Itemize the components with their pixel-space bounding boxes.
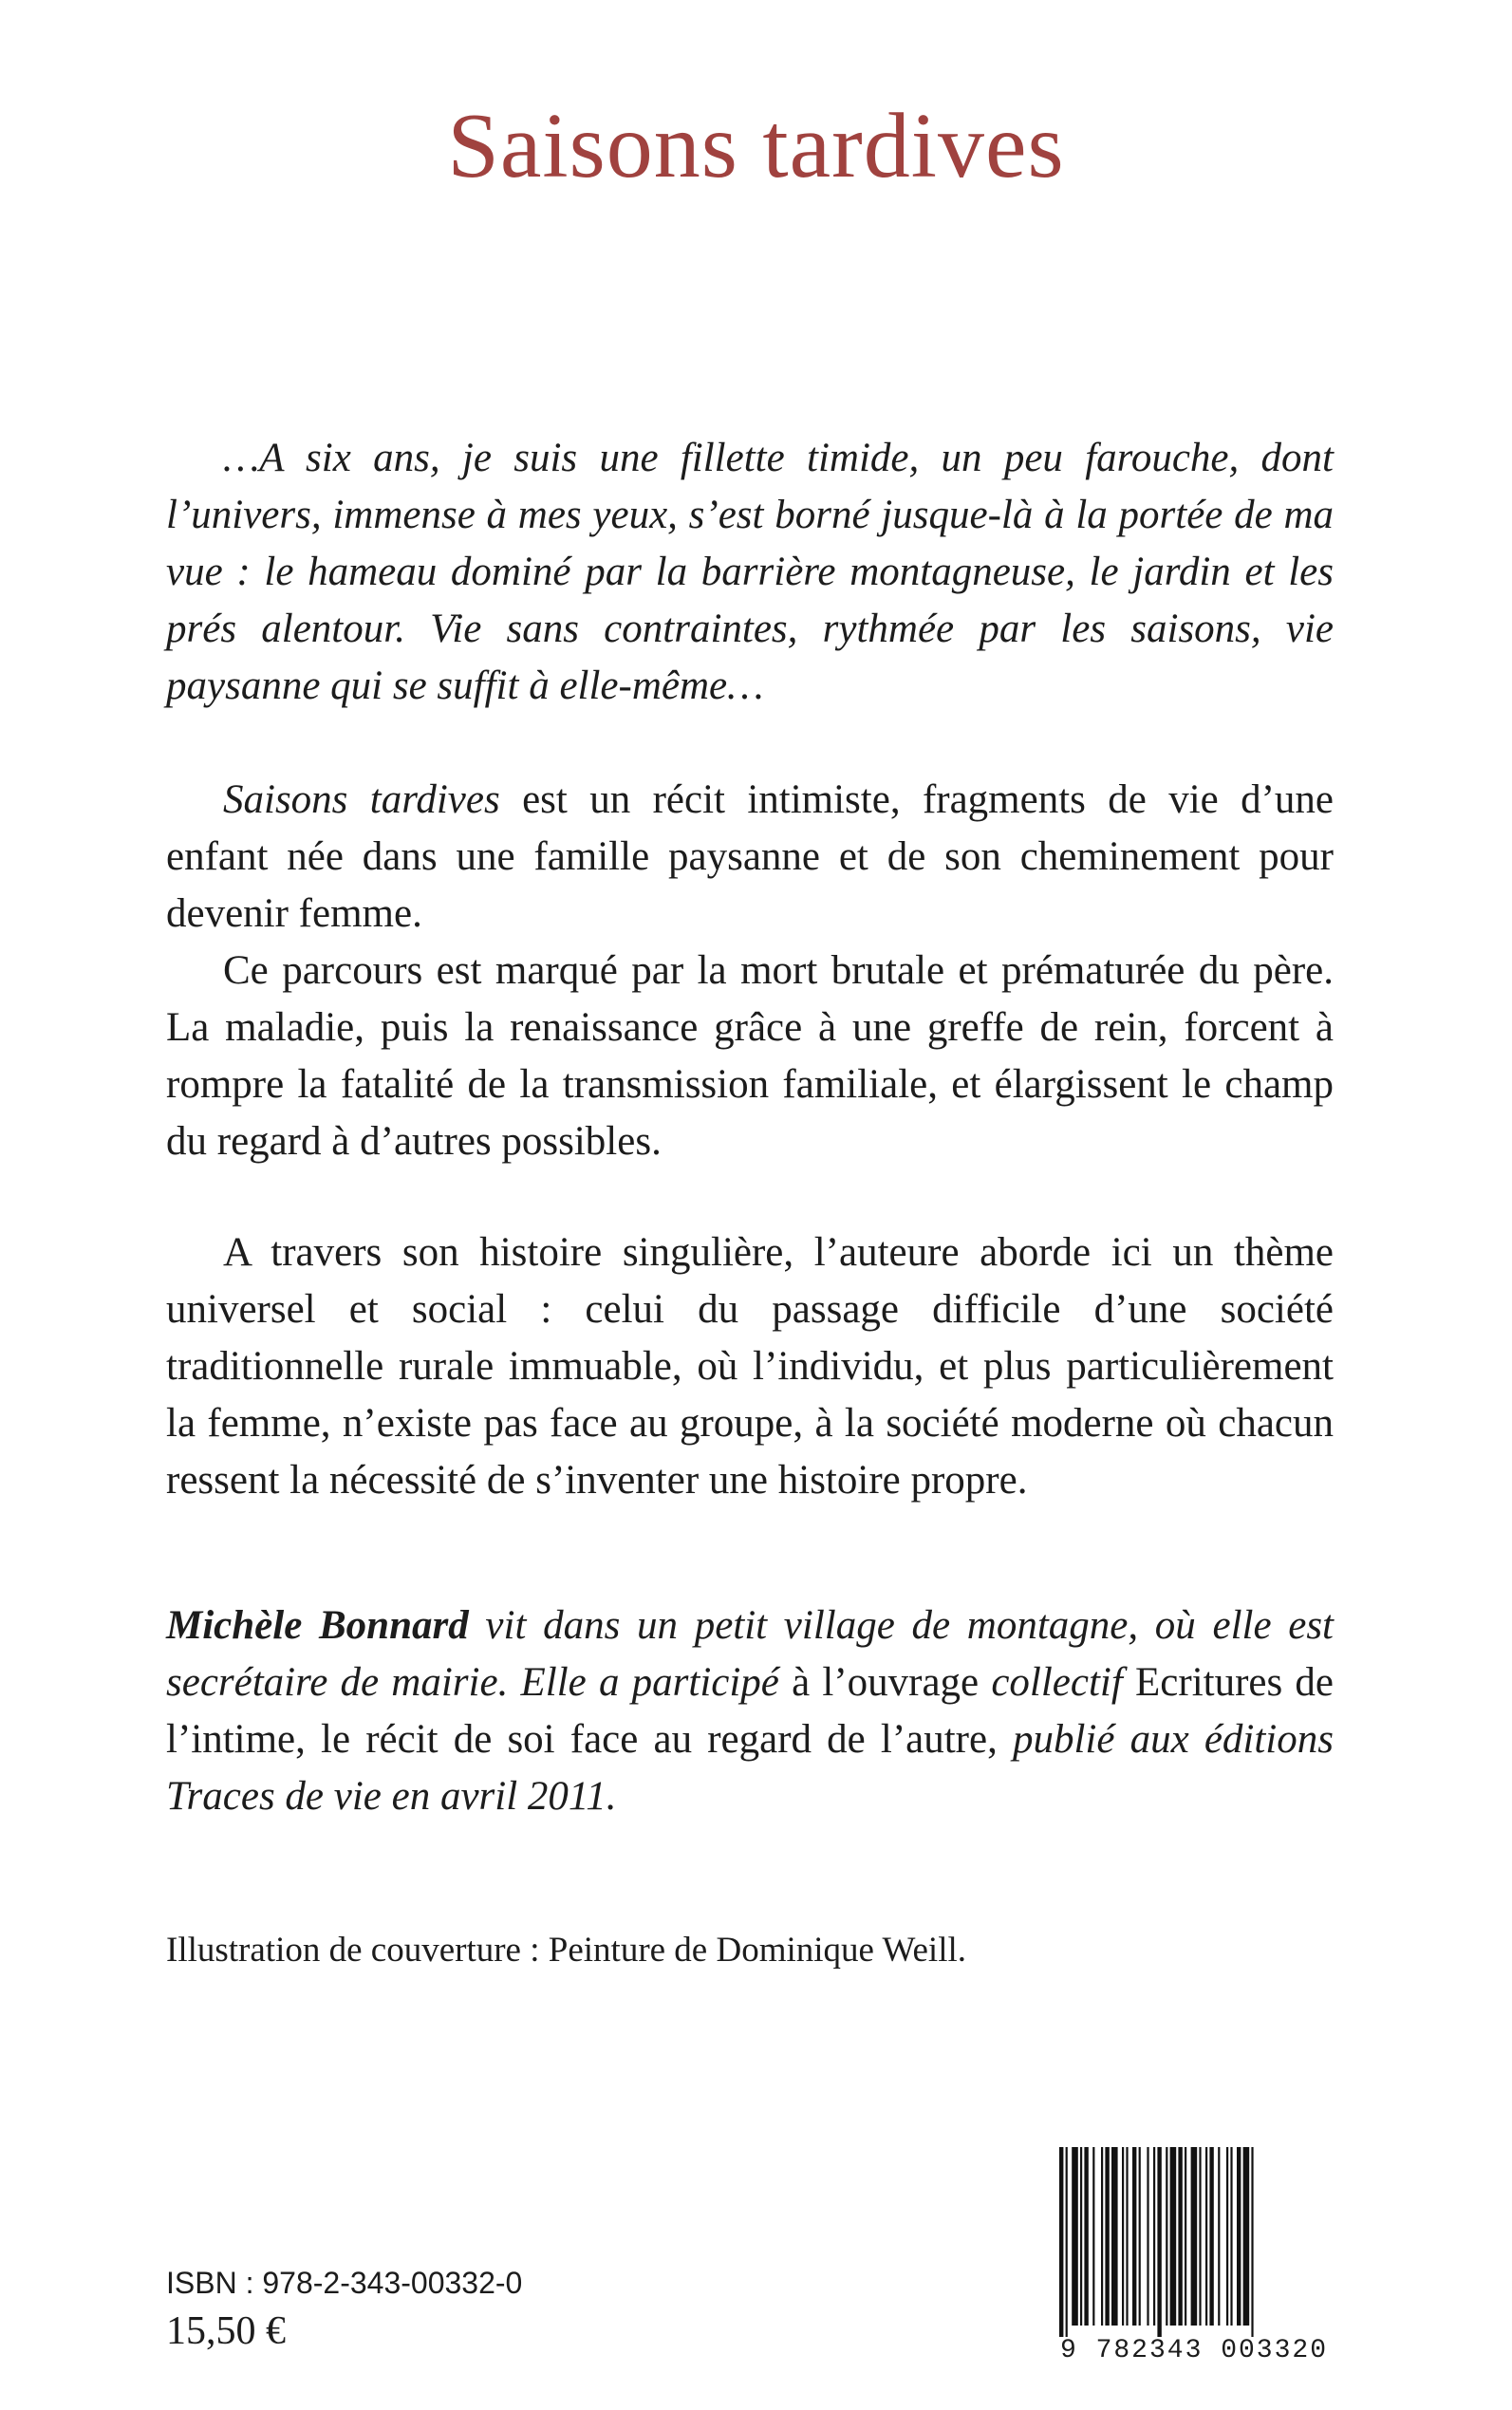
barcode-bar [1209,2147,1213,2326]
author-bio-part3: collectif [991,1660,1123,1705]
excerpt-paragraph [166,430,1334,715]
theme-section [166,1224,1334,1509]
barcode-bar [1178,2147,1182,2326]
barcode-bar [1084,2147,1088,2326]
book-title: Saisons tardives [447,95,1065,197]
isbn-line [166,2264,522,2302]
barcode-bar [1157,2147,1161,2337]
barcode-bar [1132,2147,1136,2326]
barcode-bar [1237,2147,1241,2326]
barcode-bar [1153,2147,1155,2326]
author-bio-part1: vit dans un petit village de montagne, où elle est secrétaire de mairie. Elle a participé [166,1603,1334,1705]
synopsis-section [166,772,1334,1170]
barcode-image [1052,2147,1336,2337]
author-bio-part5: publié aux éditions Traces de vie en avril 2011. [166,1717,1334,1819]
barcode-bars [1059,2147,1254,2337]
barcode-bar [1218,2147,1220,2326]
barcode-bar [1170,2147,1177,2326]
author-bio-paragraph [166,1597,1334,1825]
author-bio-section [166,1597,1334,1825]
barcode-bar [1139,2147,1141,2326]
barcode-bar [1126,2147,1128,2326]
barcode-bar [1111,2147,1118,2326]
synopsis-paragraph-2: Ce parcours est marqué par la mort brutale et prématurée du père. La maladie, puis la renaissance grâce à une greffe de rein, forcent à rompre la fatalité de la transmission familiale, et élargissent le champ du regard à d’autres possibles. [166,948,1334,1164]
author-name: Michèle Bonnard [166,1603,469,1648]
barcode-bar [1243,2147,1250,2326]
author-bio-part2: à l’ouvrage [778,1660,992,1705]
barcode-bar [1226,2147,1228,2326]
barcode-bar [1101,2147,1103,2326]
barcode-digits: 9 782343 003320 [1059,2336,1329,2365]
synopsis-p1-text: est un récit intimiste, fragments de vie d’une enfant née dans une famille paysanne et de son cheminement pour devenir femme. [166,777,1334,936]
barcode-bar [1251,2147,1253,2337]
barcode-bar [1147,2147,1148,2326]
barcode-bar [1191,2147,1198,2326]
theme-paragraph: A travers son histoire singulière, l’auteure aborde ici un thème universel et social : celui du passage difficile d’une société traditionnelle rurale immuable, où l’individu, et plus particulièrement la femme, n’existe pas face au groupe, à la société moderne où chacun ressent la nécessité de s’inventer une histoire propre. [166,1230,1334,1503]
barcode-bar [1059,2147,1063,2337]
cover-illustration-credit: Illustration de couverture : Peinture de Dominique Weill. [166,1931,967,1970]
price: 15,50 € [166,2309,286,2353]
barcode-bar [1205,2147,1207,2326]
barcode-bar [1122,2147,1124,2326]
barcode-bar [1072,2147,1078,2326]
synopsis-title-ref: Saisons tardives [223,777,500,822]
barcode-bar [1199,2147,1201,2326]
barcode-bar [1185,2147,1186,2326]
barcode-bar [1230,2147,1232,2326]
barcode-bar [1166,2147,1167,2326]
synopsis-paragraph-1 [166,772,1334,943]
isbn-value: 978-2-343-00332-0 [262,2266,523,2300]
barcode-bar [1105,2147,1109,2326]
isbn-label: ISBN : [166,2266,254,2300]
author-bio-part4: Ecritures de l’intime, le récit de soi face au regard de l’autre, [166,1660,1335,1762]
barcode-bar [1066,2147,1068,2337]
excerpt-text: …A six ans, je suis une fillette timide, un peu farouche, dont l’univers, immense à mes yeux, s’est borné jusque-là à la portée de ma vue : le hameau dominé par la barrière montagneuse, le jardin et les prés alentour. Vie sans contraintes, rythmée par les saisons, vie paysanne qui se suffit à elle-même… [166,436,1334,708]
barcode-bar [1092,2147,1094,2326]
barcode-bar [1080,2147,1082,2326]
